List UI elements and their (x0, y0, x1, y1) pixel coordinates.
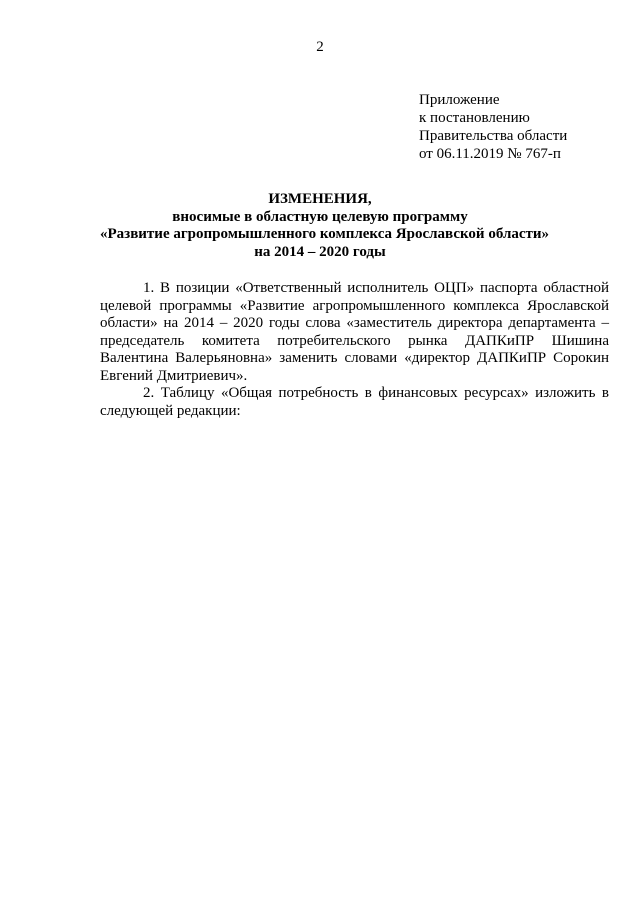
paragraph-1-line-2: целевой программы «Развитие агропромышленного комплекса Ярославской (100, 297, 609, 314)
paragraph-1-line-1: 1. В позиции «Ответственный исполнитель ОЦП» паспорта областной (143, 280, 609, 296)
title-line-2: вносимые в областную целевую программу (172, 208, 468, 225)
paragraph-1-line-5: Валентина Валерьяновна» заменить словами «директор ДАПКиПР Сорокин (100, 350, 609, 366)
paragraph-1-line-6: Евгений Дмитриевич». (100, 367, 248, 384)
paragraph-2-line-1: 2. Таблицу «Общая потребность в финансовых ресурсах» изложить в (143, 385, 609, 401)
paragraph-1-line-4: председатель комитета потребительского рынка ДАПКиПР Шишина (100, 332, 609, 349)
paragraph-1 (100, 280, 609, 385)
title-line-4: на 2014 – 2020 годы (254, 243, 386, 260)
title-line-1: ИЗМЕНЕНИЯ, (268, 191, 372, 207)
appendix-header (419, 91, 567, 163)
paragraph-2 (100, 385, 609, 420)
page-number: 2 (316, 39, 324, 55)
appendix-line-2: к постановлению (419, 110, 530, 126)
paragraph-2-line-2: следующей редакции: (100, 402, 241, 419)
appendix-line-4: от 06.11.2019 № 767-п (419, 146, 561, 162)
appendix-line-3: Правительства области (419, 128, 568, 144)
document-body (100, 280, 609, 420)
document-title (100, 191, 550, 261)
paragraph-1-line-3: области» на 2014 – 2020 годы слова «заместитель директора департамента – (100, 315, 609, 331)
title-line-3: «Развитие агропромышленного комплекса Ярославской области» (100, 226, 550, 242)
appendix-line-1: Приложение (419, 92, 500, 108)
